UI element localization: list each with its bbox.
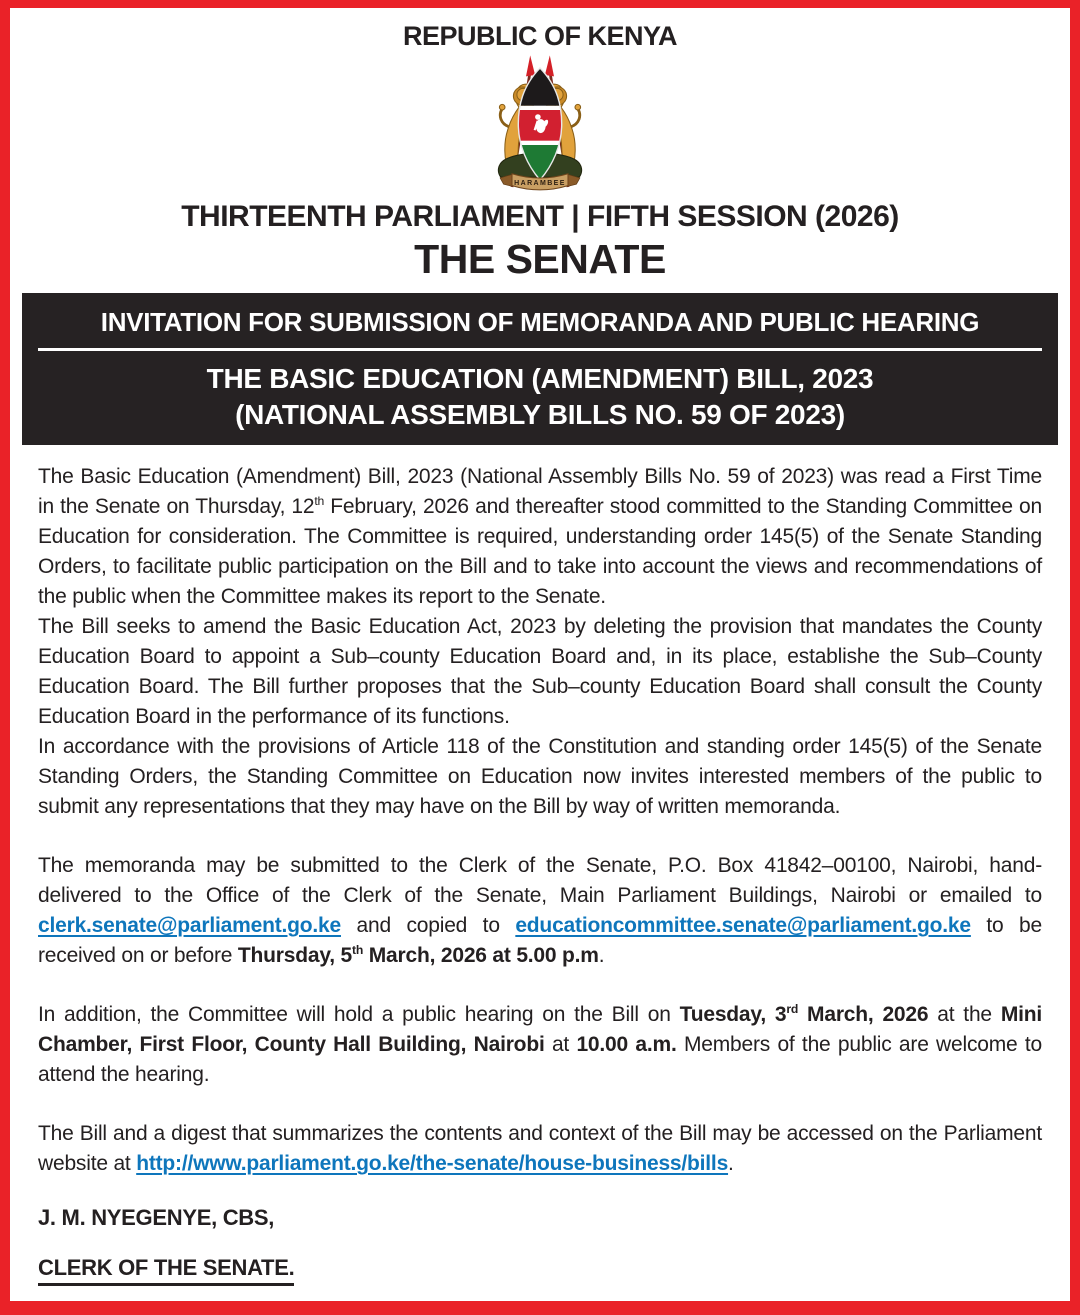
text-run: th (352, 943, 364, 957)
motto-text: HARAMBEE (514, 179, 566, 187)
text-run: th (314, 494, 325, 508)
text-run: to be received on or before (38, 914, 1042, 967)
notice-body (10, 445, 1070, 1179)
paragraph-public-hearing (38, 1000, 1042, 1090)
paragraph-first-reading (38, 462, 1042, 612)
text-run: at the (928, 1003, 1001, 1026)
republic-title: REPUBLIC OF KENYA (402, 21, 678, 51)
notice-banner (22, 293, 1058, 445)
parliament-bills-url-link[interactable]: http://www.parliament.go.ke/the-senate/house-business/bills (136, 1152, 729, 1175)
text-run: Members of the public are welcome to attend the hearing. (38, 1033, 1042, 1086)
signature-name: J. M. NYEGENYE, CBS, (38, 1205, 275, 1230)
text-run: Tuesday, 3 (679, 1003, 787, 1026)
senate-title: THE SENATE (414, 236, 666, 282)
paragraph-bill-purpose (38, 612, 1042, 732)
text-run: In addition, the Committee will hold a public hearing on the Bill on (38, 1003, 680, 1026)
text-run: The Bill and a digest that summarizes the contents and context of the Bill may be accessed on the Parliament website at (38, 1122, 1042, 1175)
text-run: Thursday, 5 (237, 944, 353, 967)
paragraph-bill-access (38, 1119, 1042, 1179)
text-run: Mini Chamber, First Floor, County Hall Building, Nairobi (38, 1003, 1043, 1056)
text-run: In accordance with the provisions of Article 118 of the Constitution and standing order 145(5) of the Senate Standing Orders, the Standing Committee on Education now invites interested members of the public to submit any representations that they may have on the Bill by way of written memoranda. (38, 735, 1042, 818)
text-run: March, 2026 at 5.00 p.m (363, 944, 599, 967)
kenya-coat-of-arms-icon (10, 54, 1070, 196)
paragraph-invitation (38, 732, 1042, 822)
text-run: and copied to (340, 914, 516, 937)
education-committee-email-link[interactable]: educationcommittee.senate@parliament.go.ke (515, 914, 971, 937)
text-run: . (598, 944, 605, 967)
parliament-session-title: THIRTEENTH PARLIAMENT | FIFTH SESSION (2026) (181, 200, 899, 233)
banner-heading: INVITATION FOR SUBMISSION OF MEMORANDA AND PUBLIC HEARING (100, 307, 980, 337)
text-run: rd (786, 1002, 799, 1016)
notice-content (10, 21, 1070, 1314)
bill-title: THE BASIC EDUCATION (AMENDMENT) BILL, 2023 (206, 363, 874, 394)
text-run: The memoranda may be submitted to the Clerk of the Senate, P.O. Box 41842–00100, Nairobi, hand-delivered to the Office of the Clerk of the Senate, Main Parliament Buildings, Nairobi or emailed to (38, 854, 1042, 907)
text-run: 10.00 a.m. (576, 1033, 677, 1056)
banner-divider (38, 348, 1042, 351)
text-run: March, 2026 (798, 1003, 929, 1026)
text-run: The Bill seeks to amend the Basic Education Act, 2023 by deleting the provision that mandates the County Education Board to appoint a Sub–county Education Board and, in its place, establishe the Sub–County Education Board. The Bill further proposes that the Sub–county Education Board shall consult the County Education Board in the performance of its functions. (38, 615, 1042, 728)
signature-title: CLERK OF THE SENATE. (38, 1255, 294, 1286)
paragraph-submission-details (38, 851, 1042, 971)
clerk-email-link[interactable]: clerk.senate@parliament.go.ke (38, 914, 341, 937)
text-run: at (544, 1033, 577, 1056)
text-run: The Basic Education (Amendment) Bill, 2023 (National Assembly Bills No. 59 of 2023) was read a First Time in the Senate on Thursday, 12 (38, 465, 1042, 518)
bill-number: (NATIONAL ASSEMBLY BILLS NO. 59 OF 2023) (235, 399, 845, 430)
signature-block (10, 1179, 1070, 1286)
text-run: . (728, 1152, 734, 1175)
text-run: February, 2026 and thereafter stood committed to the Standing Committee on Education for consideration. The Committee is required, understanding order 145(5) of the Senate Standing Orders, to facilitate public participation on the Bill and to take into account the views and recommendations of the public when the Committee makes its report to the Senate. (38, 495, 1042, 608)
